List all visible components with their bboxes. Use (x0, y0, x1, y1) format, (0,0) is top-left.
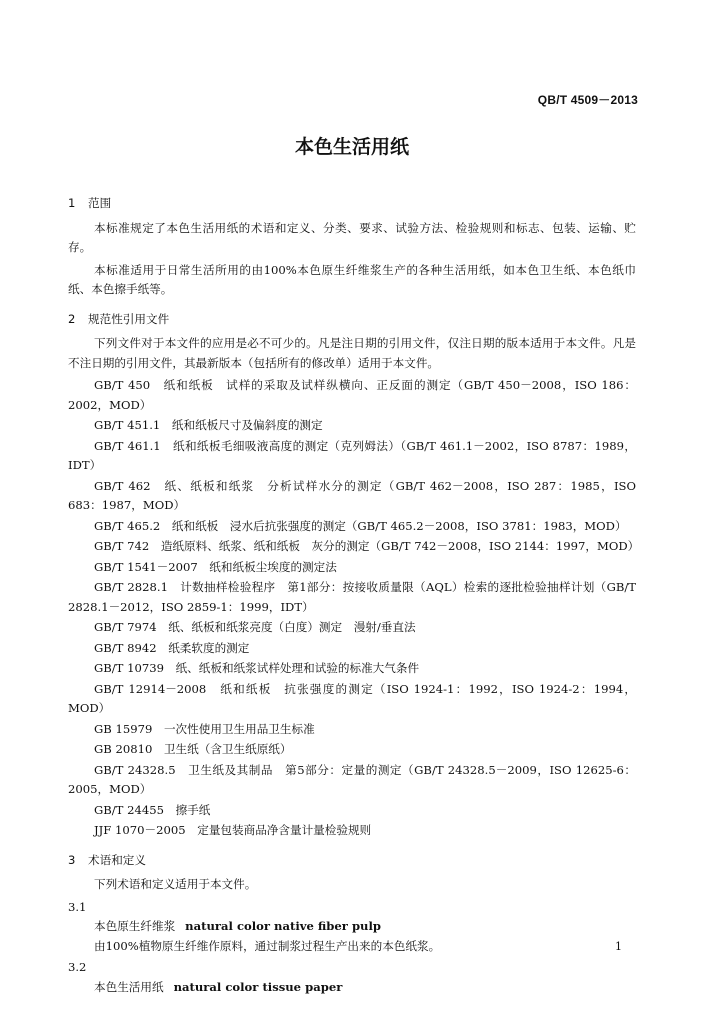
reference-item: GB/T 24455 擦手纸 (94, 802, 211, 817)
term-entry (68, 917, 636, 937)
document-title: 本色生活用纸 (294, 136, 409, 158)
scope-paragraph: 本标准适用于日常生活所用的由100%本色原生纤维浆生产的各种生活用纸，如本色卫生纸、本色纸巾纸、本色擦手纸等。 (68, 262, 636, 296)
reference-item: GB/T 24328.5 卫生纸及其制品 第5部分：定量的测定（GB/T 24328.5－2009，ISO 12625-6：2005，MOD） (68, 762, 636, 796)
reference-item: GB/T 451.1 纸和纸板尺寸及偏斜度的测定 (94, 418, 323, 432)
section-title: 范围 (88, 196, 112, 210)
reference-item: GB/T 8942 纸柔软度的测定 (94, 640, 250, 655)
reference-item: GB/T 465.2 纸和纸板 浸水后抗张强度的测定（GB/T 465.2－2008，ISO 3781：1983，MOD） (94, 518, 627, 533)
term-number: 3.2 (68, 960, 87, 974)
standard-code: QB/T 4509－2013 (537, 93, 638, 107)
section-heading-references (68, 310, 636, 330)
terms-intro: 下列术语和定义适用于本文件。 (94, 877, 257, 891)
reference-item: GB 20810 卫生纸（含卫生纸原纸） (94, 742, 292, 756)
reference-item: GB/T 462 纸、纸板和纸浆 分析试样水分的测定（GB/T 462－2008，ISO 287：1985，ISO 683：1987，MOD） (68, 478, 636, 512)
reference-item: GB/T 450 纸和纸板 试样的采取及试样纵横向、正反面的测定（GB/T 450－2008，ISO 186：2002，MOD） (68, 378, 636, 412)
scope-paragraph: 本标准规定了本色生活用纸的术语和定义、分类、要求、试验方法、检验规则和标志、包装、运输、贮存。 (68, 220, 636, 254)
section-number: 3 (68, 852, 76, 867)
section-heading-terms (68, 851, 636, 871)
reference-item: GB/T 12914－2008 纸和纸板 抗张强度的测定（ISO 1924-1：1992，ISO 1924-2：1994，MOD） (68, 681, 636, 715)
term-entry (68, 978, 636, 998)
references-intro: 下列文件对于本文件的应用是必不可少的。凡是注日期的引用文件，仅注日期的版本适用于本文件。凡是不注日期的引用文件，其最新版本（包括所有的修改单）适用于本文件。 (68, 336, 636, 370)
section-title: 术语和定义 (88, 852, 146, 867)
term-chinese: 本色生活用纸 (94, 979, 164, 994)
section-title: 规范性引用文件 (88, 311, 170, 326)
reference-item: GB/T 461.1 纸和纸板毛细吸液高度的测定（克列姆法）（GB/T 461.1－2002，ISO 8787：1989，IDT） (68, 438, 636, 472)
term-english: natural color native fiber pulp (185, 919, 381, 933)
reference-item: GB/T 1541－2007 纸和纸板尘埃度的测定法 (94, 559, 337, 574)
term-english: natural color tissue paper (173, 979, 343, 994)
section-number: 1 (68, 196, 76, 210)
reference-item: GB/T 10739 纸、纸板和纸浆试样处理和试验的标准大气条件 (94, 661, 420, 675)
section-number: 2 (68, 311, 76, 326)
term-definition: 由100%植物原生纤维作原料，通过制浆过程生产出来的本色纸浆。 (94, 938, 441, 953)
section-heading-scope (68, 194, 636, 214)
reference-item: GB/T 2828.1 计数抽样检验程序 第1部分：按接收质量限（AQL）检索的逐批检验抽样计划（GB/T 2828.1－2012，ISO 2859-1：1999，IDT） (68, 580, 636, 614)
reference-item: GB 15979 一次性使用卫生用品卫生标准 (94, 721, 315, 736)
reference-item: GB/T 742 造纸原料、纸浆、纸和纸板 灰分的测定（GB/T 742－2008，ISO 2144：1997，MOD） (94, 539, 640, 553)
page-number: 1 (615, 940, 622, 953)
term-chinese: 本色原生纤维浆 (94, 919, 176, 933)
term-number: 3.1 (68, 899, 87, 914)
document-body (68, 184, 640, 997)
reference-item: JJF 1070－2005 定量包装商品净含量计量检验规则 (94, 823, 372, 837)
reference-item: GB/T 7974 纸、纸板和纸浆亮度（白度）测定 漫射/垂直法 (94, 620, 416, 634)
